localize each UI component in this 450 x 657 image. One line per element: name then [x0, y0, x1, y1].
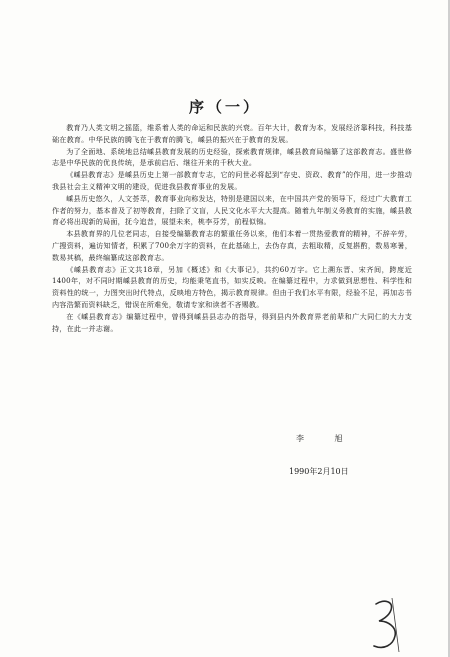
paragraph: 教育乃人类文明之摇篮，维系着人类的命运和民族的兴衰。百年大计，教育为本，发展经济靠科技，科技基础在教育。中华民族的腾飞在于教育的腾飞，嵊县的振兴在于教育的发展。	[52, 123, 412, 144]
paragraph: 本县教育界的几位老同志，自接受编纂教育志的繁重任务以来，他们本着一贯热爱教育的精神，不辞辛劳，广搜资料，遍访知情者，积累了700余万字的资料，在此基础上，去伪存真，去粗取精，反复斟酌，数易寒暑，数易其稿，最终编纂成这部教育志。	[52, 229, 412, 262]
paragraph: 在《嵊县教育志》编纂过程中，曾得到嵊县县志办的指导，得到县内外教育界老前辈和广大同仁的大力支持，在此一并志谢。	[52, 311, 412, 333]
signature-date: 1990年2月10日	[289, 467, 349, 476]
handwritten-page-number	[370, 598, 400, 652]
page-title: 序（一）	[188, 98, 261, 116]
paragraph: 为了全面地、系统地总结嵊县教育发展的历史经验，探索教育规律，嵊县教育局编纂了这部教育志。盛世修志是中华民族的优良传统，是承前启后、继往开来的千秋大业。	[52, 146, 412, 168]
preface-body	[52, 122, 412, 334]
paragraph: 《嵊县教育志》正文共18章，另加《概述》和《大事记》，共约60万字。它上溯东晋、宋齐间，跨度近1400年，对不同时期嵊县教育的历史，均能秉笔直书，如实反映。在编纂过程中，力求做到思想性、科学性和资料性的统一，力图突出时代特点，反映地方特色，揭示教育规律。但由于我们水平有限，经验不足，再加志书内容浩繁而资料缺乏，错误在所难免，敬请专家和读者不吝赐教。	[52, 264, 412, 309]
paragraph: 嵊县历史悠久，人文荟萃，教育事业向称发达，特别是建国以来，在中国共产党的领导下，经过广大教育工作者的努力，基本普及了初等教育，扫除了文盲，人民文化水平大大提高。随着九年制义务教育的实施，嵊县教育必将出现新的局面，抚今追昔，展望未来，桃李芬芳，前程似锦。	[52, 193, 412, 227]
author-name: 李 旭	[296, 434, 357, 443]
paragraph: 《嵊县教育志》是嵊县历史上第一部教育专志，它的问世必将起到“存史、资政、教育”的作用，进一步推动我县社会主义精神文明的建设，促进我县教育事业的发展。	[52, 170, 412, 191]
